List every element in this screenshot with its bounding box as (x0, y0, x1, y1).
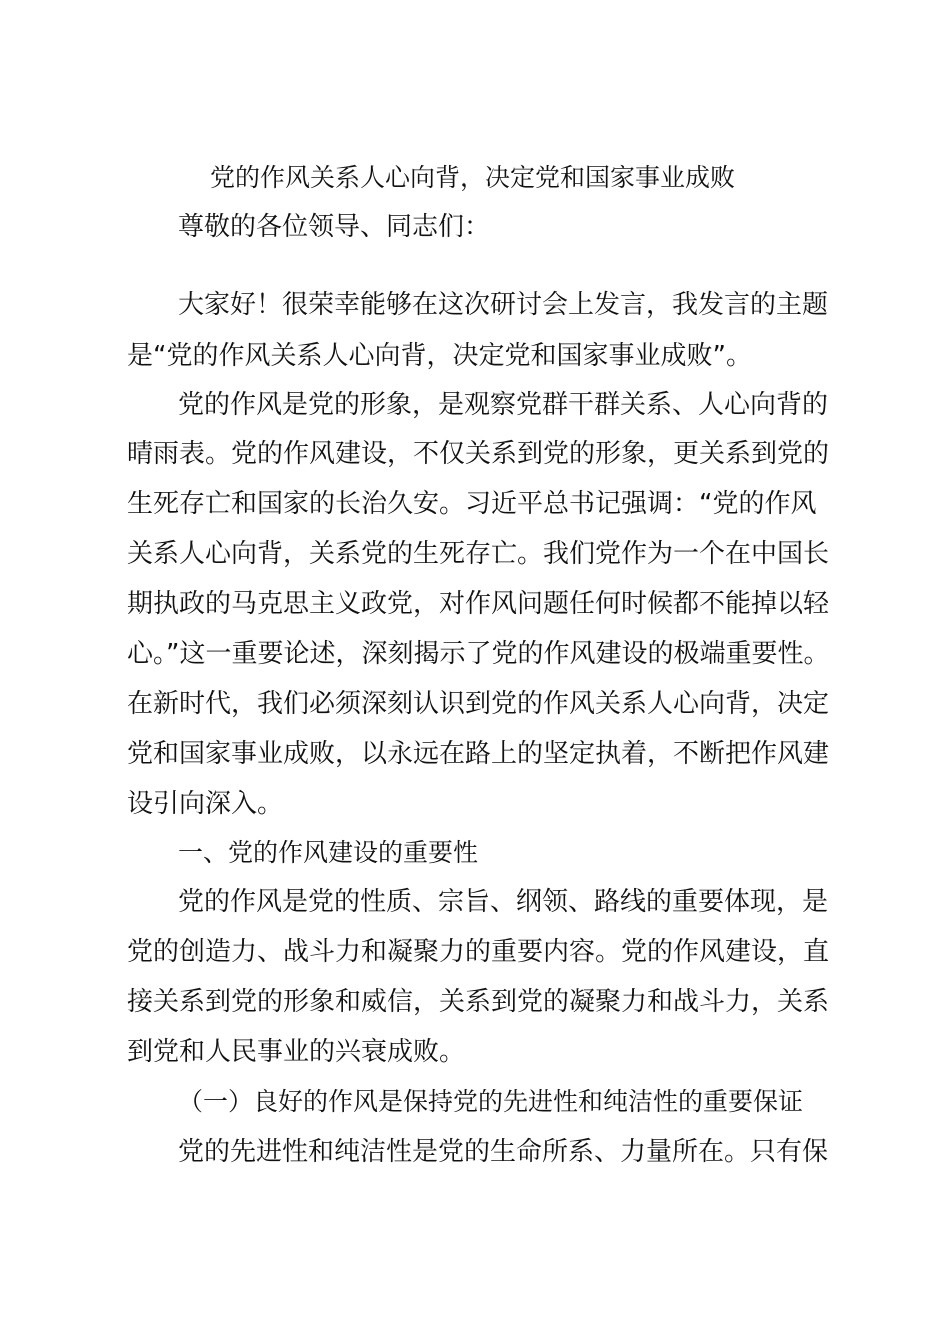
para2-line-1: 党的作风是党的性质、宗旨、纲领、路线的重要体现，是 (178, 887, 829, 917)
para1-line-1: 党的作风是党的形象，是观察党群干群关系、人心向背的 (178, 390, 829, 420)
para1-line-7: 在新时代，我们必须深刻认识到党的作风关系人心向背，决定 (127, 689, 830, 719)
para1-line-6: 心。”这一重要论述，深刻揭示了党的作风建设的极端重要性。 (127, 639, 830, 669)
para1-line-5: 期执政的马克思主义政党，对作风问题任何时候都不能掉以轻 (127, 589, 830, 619)
para1-line-9: 设引向深入。 (127, 789, 284, 819)
para1-line-2: 晴雨表。党的作风建设，不仅关系到党的形象，更关系到党的 (127, 439, 830, 469)
intro-line-2: 是“党的作风关系人心向背，决定党和国家事业成败”。 (127, 341, 752, 371)
salutation: 尊敬的各位领导、同志们： (178, 212, 491, 242)
para1-line-4: 关系人心向背，关系党的生死存亡。我们党作为一个在中国长 (127, 539, 830, 569)
para2-line-3: 接关系到党的形象和威信，关系到党的凝聚力和战斗力，关系 (127, 987, 830, 1017)
para1-line-3: 生死存亡和国家的长治久安。习近平总书记强调：“党的作风 (127, 489, 817, 519)
para2-line-4: 到党和人民事业的兴衰成败。 (127, 1037, 466, 1067)
document-title: 党的作风关系人心向背，决定党和国家事业成败 (210, 163, 736, 192)
section-heading-1: 一、党的作风建设的重要性 (178, 838, 479, 867)
para2-line-2: 党的创造力、战斗力和凝聚力的重要内容。党的作风建设，直 (127, 937, 830, 967)
para1-line-8: 党和国家事业成败，以永远在路上的坚定执着，不断把作风建 (127, 739, 830, 769)
subsection-heading-1: （一）良好的作风是保持党的先进性和纯洁性的重要保证 (178, 1087, 804, 1116)
intro-line-1: 大家好！很荣幸能够在这次研讨会上发言，我发言的主题 (178, 290, 829, 320)
para3-line-1: 党的先进性和纯洁性是党的生命所系、力量所在。只有保 (178, 1137, 829, 1167)
